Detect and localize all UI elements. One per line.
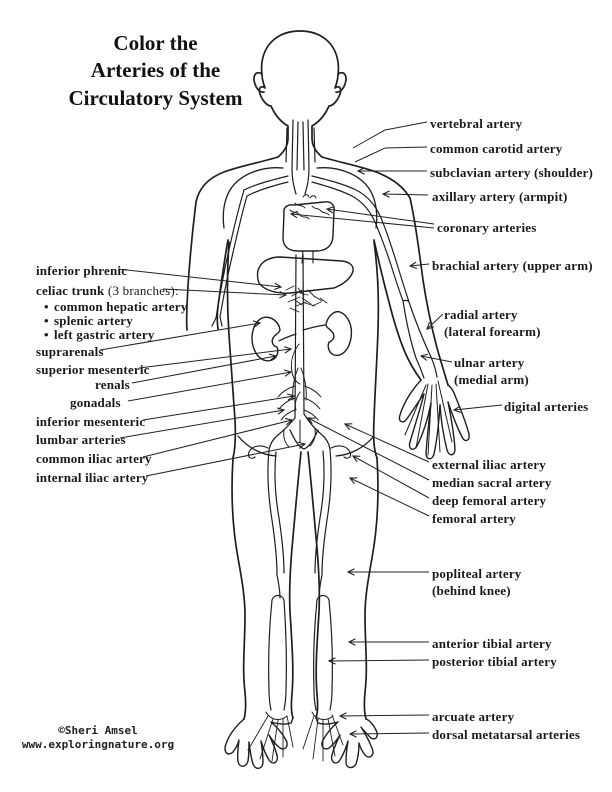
femoral-right [315,449,331,598]
leader-brachial [410,264,429,266]
label-lumbar-arteries: lumbar arteries [36,432,126,447]
label-renals: renals [95,377,130,392]
shoulder-right [322,157,410,198]
shoulder-left [196,157,278,202]
leader-axillary [383,194,428,195]
leader-posterior-tibial [329,660,429,661]
label-digital-arteries: digital arteries [504,399,589,414]
subclavian-left [244,176,288,196]
page-title [38,30,273,112]
website-text: www.exploringnature.org [21,738,175,752]
leader-carotid [355,147,427,162]
copyright-text: ©Sheri Amsel [58,724,138,737]
label-brachial-artery: brachial artery (upper arm) [432,258,593,273]
label-coronary-arteries: coronary arteries [437,220,537,235]
axillary-brachial-right [352,190,409,302]
bullet-icon: • [44,313,49,328]
carotid-vertebral-arteries [286,120,315,194]
label-median-sacral-artery: median sacral artery [432,475,552,490]
label-suprarenals: suprarenals [36,344,104,359]
leader-internal-iliac [146,444,305,476]
heart [283,202,334,251]
leader-superior-mesenteric [139,349,291,368]
leader-ulnar [421,356,452,362]
label-external-iliac-artery: external iliac artery [432,457,546,472]
torso-right [374,242,379,458]
title-line-2: Arteries of the [90,58,221,83]
label-ulnar-artery: ulnar artery (medial arm) [454,355,529,387]
credit [8,724,188,753]
leader-vertebral [353,122,427,148]
label-splenic-artery: • splenic artery [44,313,133,328]
label-internal-iliac-artery: internal iliac artery [36,470,149,485]
label-inferior-phrenic: inferior phrenic [36,263,128,278]
label-arcuate-artery: arcuate artery [432,709,515,724]
foot-right [316,718,377,768]
label-popliteal-artery: popliteal artery (behind knee) [432,566,522,598]
kidney-right [326,312,351,356]
leg-left-inner [290,452,301,718]
label-common-hepatic-artery: • common hepatic artery [44,299,188,314]
leader-femoral [350,478,429,516]
label-left-gastric-artery: • left gastric artery [44,327,155,342]
leg-right-outer [364,458,378,719]
body-outline [187,31,470,768]
lumbar-arteries [278,386,321,420]
liver [258,257,354,293]
leader-gonadals [128,372,291,401]
arcuate-right [312,712,333,719]
leader-coronary-1 [327,209,434,224]
title-line-1: Color the [113,31,198,55]
label-axillary-artery: axillary artery (armpit) [432,189,568,204]
label-superior-mesenteric: superior mesenteric [36,362,150,377]
bullet-icon: • [44,299,49,314]
label-femoral-artery: femoral artery [432,511,516,526]
radial-ulnar-right [403,300,437,378]
label-posterior-tibial-artery: posterior tibial artery [432,654,557,669]
arcuate-left [266,712,287,719]
leader-digital [454,405,502,410]
hand-right [399,380,469,459]
label-vertebral-artery: vertebral artery [430,116,523,131]
bullet-icon: • [44,327,49,342]
label-subclavian-artery: subclavian artery (shoulder) [430,165,594,180]
label-anterior-tibial-artery: anterior tibial artery [432,636,552,651]
label-inferior-mesenteric: inferior mesenteric [36,414,146,429]
label-deep-femoral-artery: deep femoral artery [432,493,547,508]
arm-left-outer [187,202,196,330]
leader-deep-femoral [353,456,429,498]
renal-arteries [279,325,325,341]
label-celiac-trunk: celiac trunk (3 branches): [36,283,179,298]
label-radial-artery: radial artery (lateral forearm) [444,307,541,339]
label-common-iliac-artery: common iliac artery [36,451,152,466]
leg-left-outer [232,458,246,719]
leader-dorsal-metatarsal [350,733,429,734]
label-gonadals: gonadals [70,395,121,410]
tibial-left [269,596,287,711]
label-common-carotid-artery: common carotid artery [430,141,563,156]
leader-inferior-mesenteric [143,396,294,420]
arteries [212,120,452,761]
label-dorsal-metatarsal-arteries: dorsal metatarsal arteries [432,727,581,742]
subclavian-right [312,176,356,196]
title-line-3: Circulatory System [68,85,243,110]
arm-right-inner [374,240,421,380]
femoral-left [268,450,284,598]
leader-arcuate [340,715,429,716]
